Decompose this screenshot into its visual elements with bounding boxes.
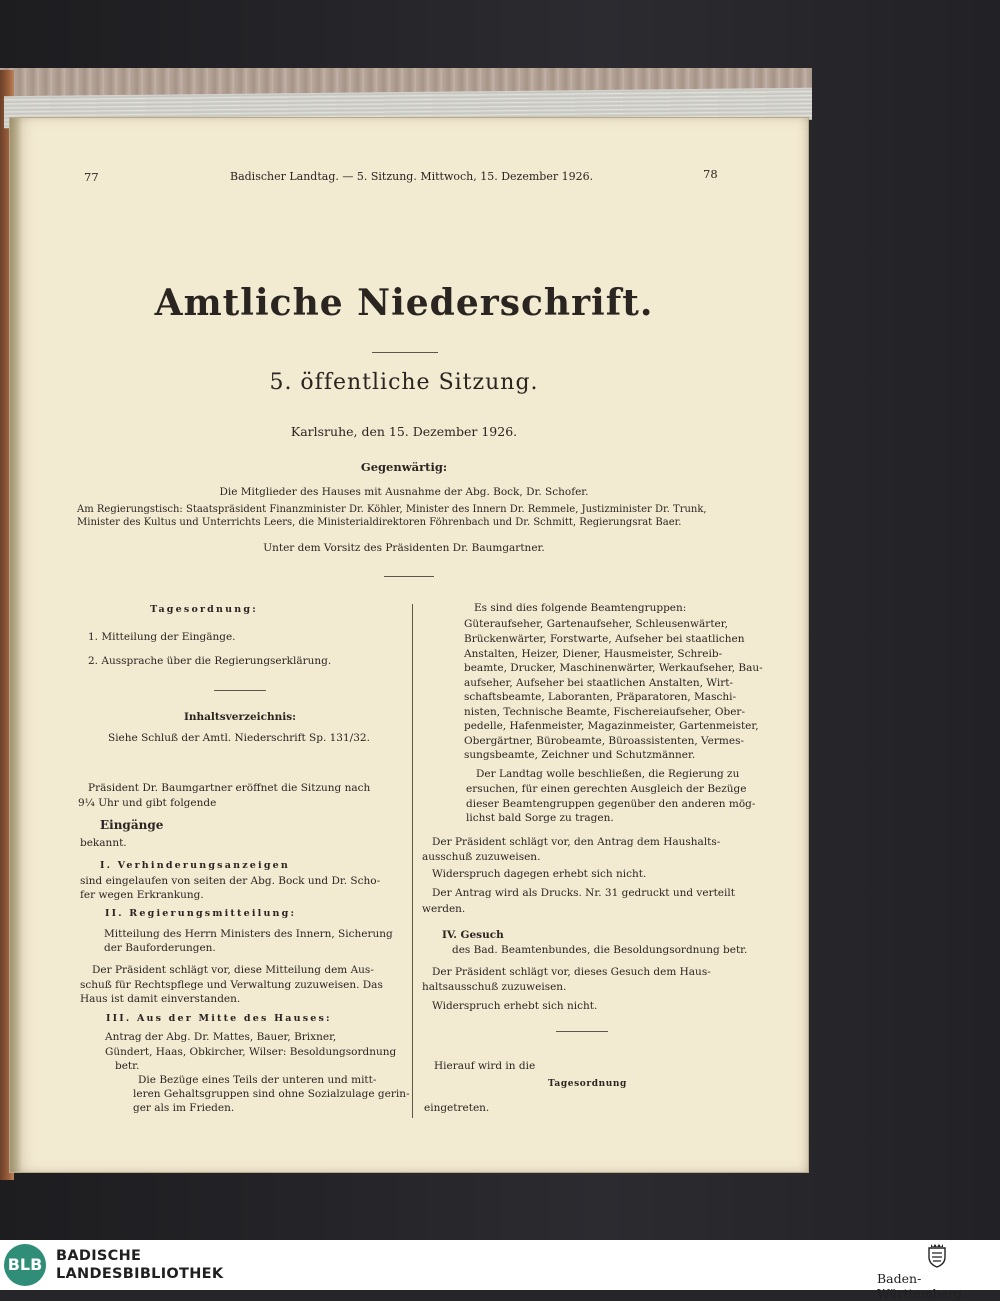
section-2-line-4: schuß für Rechtspflege und Verwaltung zuzuweisen. Das xyxy=(80,979,383,991)
running-title: Badischer Landtag. — 5. Sitzung. Mittwoch, 15. Dezember 1926. xyxy=(230,170,594,183)
toc-heading: Inhaltsverzeichnis: xyxy=(183,711,297,723)
opening-line-2: 9¼ Uhr und gibt folgende xyxy=(78,797,217,809)
page-gutter-shadow xyxy=(10,118,22,1172)
closing-line-2: eingetreten. xyxy=(424,1102,490,1114)
beamtengruppen-line-7: nisten, Technische Beamte, Fischereiaufseher, Ober- xyxy=(464,706,746,718)
agenda-divider xyxy=(214,690,266,691)
section-3-line-6: ger als im Frieden. xyxy=(133,1102,235,1114)
section-1-heading: I. Verhinderungsanzeigen xyxy=(100,860,291,871)
beamtengruppen-line-3: Anstalten, Heizer, Diener, Hausmeister, Schreib- xyxy=(464,648,723,660)
beamtengruppen-line-8: pedelle, Hafenmeister, Magazinmeister, Gartenmeister, xyxy=(464,720,759,732)
section-3-line-2: Gündert, Haas, Obkircher, Wilser: Besoldungsordnung xyxy=(105,1046,397,1058)
section-4-line-2: Der Präsident schlägt vor, dieses Gesuch dem Haus- xyxy=(432,966,711,978)
closing-line-1: Hierauf wird in die xyxy=(434,1060,536,1072)
library-name-line-2: LANDESBIBLIOTHEK xyxy=(56,1266,224,1282)
section-4-heading: IV. Gesuch xyxy=(442,929,504,941)
beamtengruppen-line-9: Obergärtner, Bürobeamte, Büroassistenten, Vermes- xyxy=(464,735,745,747)
government-line-2: Minister des Kultus und Unterrichts Leers, die Ministerialdirektoren Föhrenbach und Dr. Schmitt, Regierungsrat Baer. xyxy=(77,517,682,528)
section-3-line-1: Antrag der Abg. Dr. Mattes, Bauer, Brixner, xyxy=(105,1031,337,1043)
opening-line-1: Präsident Dr. Baumgartner eröffnet die Sitzung nach xyxy=(88,782,371,794)
header-divider xyxy=(384,576,434,577)
page-number-right: 78 xyxy=(703,167,718,181)
section-1-line-2: fer wegen Erkrankung. xyxy=(80,889,204,901)
antrag-line-2: ersuchen, für einen gerechten Ausgleich der Bezüge xyxy=(466,783,747,795)
agenda-item-2: 2. Aussprache über die Regierungserklärung. xyxy=(88,655,332,667)
decision-1-line-2: ausschuß zuzuweisen. xyxy=(422,851,541,863)
section-2-line-1: Mitteilung des Herrn Ministers des Innern, Sicherung xyxy=(104,928,393,940)
beamtengruppen-line-6: schaftsbeamte, Laboranten, Präparatoren, Maschi- xyxy=(464,691,737,703)
agenda-heading: Tagesordnung: xyxy=(150,604,258,615)
agenda-item-1: 1. Mitteilung der Eingänge. xyxy=(88,631,236,643)
antrag-line-3: dieser Beamtengruppen gegenüber den anderen mög- xyxy=(466,798,756,810)
government-line-1: Am Regierungstisch: Staatspräsident Finanzminister Dr. Köhler, Minister des Innern Dr. Remmele, Justizminister Dr. Trunk, xyxy=(77,504,707,515)
decision-1-line-1: Der Präsident schlägt vor, den Antrag dem Haushalts- xyxy=(432,836,721,848)
section-2-line-2: der Bauforderungen. xyxy=(104,942,216,954)
session-heading: 5. öffentliche Sitzung. xyxy=(269,370,539,395)
beamtengruppen-line-1: Güteraufseher, Gartenaufseher, Schleusenwärter, xyxy=(464,618,728,630)
place-date: Karlsruhe, den 15. Dezember 1926. xyxy=(290,424,518,439)
section-4-line-3: haltsausschuß zuzuweisen. xyxy=(422,981,567,993)
eingaenge-heading: Eingänge xyxy=(100,818,164,832)
document-title: Amtliche Niederschrift. xyxy=(154,282,654,324)
beamtengruppen-intro: Es sind dies folgende Beamtengruppen: xyxy=(474,602,687,614)
chair-line: Unter dem Vorsitz des Präsidenten Dr. Baumgartner. xyxy=(263,542,545,554)
section-3-line-4: Die Bezüge eines Teils der unteren und mitt- xyxy=(138,1074,377,1086)
state-label: Baden-Württemberg xyxy=(877,1271,963,1301)
closing-divider xyxy=(556,1031,608,1032)
section-1-line-1: sind eingelaufen von seiten der Abg. Bock und Dr. Scho- xyxy=(80,875,381,887)
toc-text: Siehe Schluß der Amtl. Niederschrift Sp. 131/32. xyxy=(108,732,370,744)
title-divider xyxy=(372,352,438,353)
library-name-line-1: BADISCHE xyxy=(56,1248,142,1264)
section-2-line-5: Haus ist damit einverstanden. xyxy=(80,993,241,1005)
present-label: Gegenwärtig: xyxy=(360,460,448,474)
beamtengruppen-line-4: beamte, Drucker, Maschinenwärter, Werkaufseher, Bau- xyxy=(464,662,763,674)
closing-heading: Tagesordnung xyxy=(548,1079,627,1089)
section-3-heading: III. Aus der Mitte des Hauses: xyxy=(106,1013,332,1024)
decision-1-line-3: Widerspruch dagegen erhebt sich nicht. xyxy=(432,868,647,880)
antrag-line-4: lichst bald Sorge zu tragen. xyxy=(466,812,614,824)
section-4-line-1: des Bad. Beamtenbundes, die Besoldungsordnung betr. xyxy=(452,944,748,956)
viewer-footer xyxy=(0,1240,1000,1301)
eingaenge-text: bekannt. xyxy=(80,837,127,849)
section-2-line-3: Der Präsident schlägt vor, diese Mitteilung dem Aus- xyxy=(92,964,374,976)
drucks-line-1: Der Antrag wird als Drucks. Nr. 31 gedruckt und verteilt xyxy=(432,887,735,899)
column-divider xyxy=(412,604,413,1118)
members-line: Die Mitglieder des Hauses mit Ausnahme der Abg. Bock, Dr. Schofer. xyxy=(219,486,589,498)
coat-of-arms-icon xyxy=(926,1242,948,1268)
section-4-line-4: Widerspruch erhebt sich nicht. xyxy=(432,1000,598,1012)
drucks-line-2: werden. xyxy=(422,903,466,915)
blb-logo[interactable]: BLB xyxy=(4,1244,46,1286)
section-2-heading: II. Regierungsmitteilung: xyxy=(105,908,297,919)
beamtengruppen-line-10: sungsbeamte, Zeichner und Schutzmänner. xyxy=(464,749,696,761)
page-number-left: 77 xyxy=(84,170,99,184)
section-3-line-5: leren Gehaltsgruppen sind ohne Sozialzulage gerin- xyxy=(133,1088,410,1100)
beamtengruppen-line-5: aufseher, Aufseher bei staatlichen Anstalten, Wirt- xyxy=(464,677,734,689)
section-3-line-3: betr. xyxy=(115,1060,140,1072)
beamtengruppen-line-2: Brückenwärter, Forstwarte, Aufseher bei staatlichen xyxy=(464,633,745,645)
antrag-line-1: Der Landtag wolle beschließen, die Regierung zu xyxy=(476,768,740,780)
